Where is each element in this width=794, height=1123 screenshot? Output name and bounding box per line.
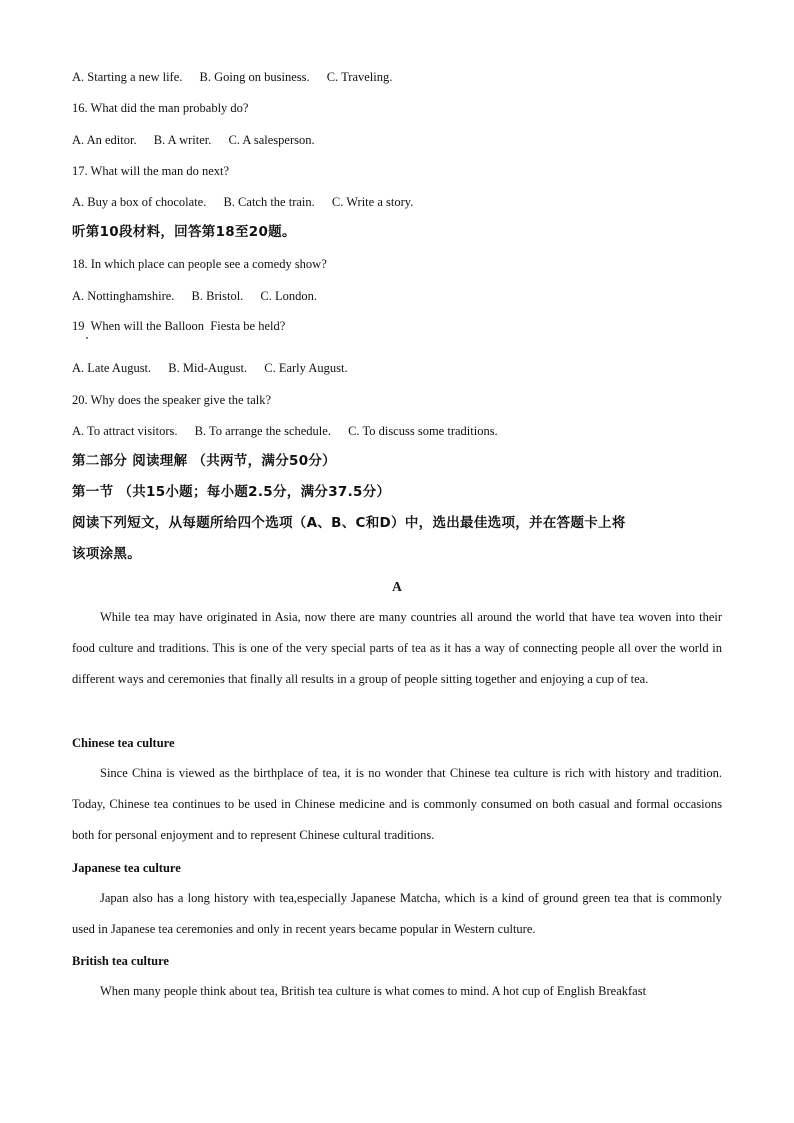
q18-option-a: A. Nottinghamshire. bbox=[72, 289, 175, 303]
passage-label: A bbox=[392, 579, 402, 594]
stray-dot bbox=[86, 337, 88, 339]
chinese-tea-text: Since China is viewed as the birthplace of tea, it is no wonder that Chinese tea culture is rich with history and tradition. Today, Chinese tea continues to be used in Chinese medicine and is commonly consumed on both casual and formal occasions both for personal enjoyment and to represent Chinese cultural traditions. bbox=[72, 766, 722, 842]
chinese-tea-heading: Chinese tea culture bbox=[72, 736, 175, 750]
q19-options bbox=[72, 360, 732, 376]
q19-option-c: C. Early August. bbox=[264, 361, 348, 375]
q18-option-b: B. Bristol. bbox=[191, 289, 244, 303]
q17-option-c: C. Write a story. bbox=[331, 195, 414, 209]
q20-option-a: A. To attract visitors. bbox=[72, 424, 178, 438]
british-tea-text: When many people think about tea, British tea culture is what comes to mind. A hot cup of English Breakfast bbox=[100, 984, 647, 998]
part2-title: 第二部分 阅读理解 （共两节，满分50分） bbox=[72, 453, 336, 469]
reading-instruction-line1: 阅读下列短文，从每题所给四个选项（A、B、C和D）中，选出最佳选项，并在答题卡上将 bbox=[72, 515, 626, 531]
passage-intro: While tea may have originated in Asia, now there are many countries all around the world that have tea woven into their food culture and traditions. This is one of the very special parts of tea as it has a way of connecting people all over the world in different ways and ceremonies that finally all results in a group of people sitting together and enjoying a cup of tea. bbox=[72, 610, 722, 686]
japanese-tea-heading: Japanese tea culture bbox=[72, 861, 181, 875]
q15-option-c: C. Traveling. bbox=[326, 70, 393, 84]
section10-instruction: 听第10段材料，回答第18至20题。 bbox=[72, 224, 296, 240]
q17-question: 17. What will the man do next? bbox=[72, 164, 230, 178]
q19-question: 19 When will the Balloon Fiesta be held? bbox=[72, 319, 286, 333]
q16-question: 16. What did the man probably do? bbox=[72, 101, 249, 115]
q20-option-c: C. To discuss some traditions. bbox=[348, 424, 498, 438]
section1-title: 第一节 （共15小题；每小题2.5分，满分37.5分） bbox=[72, 484, 391, 500]
q20-options bbox=[72, 423, 732, 439]
q16-option-c: C. A salesperson. bbox=[228, 133, 315, 147]
british-tea-heading: British tea culture bbox=[72, 954, 169, 968]
q15-option-a: A. Starting a new life. bbox=[72, 70, 183, 84]
q19-option-a: A. Late August. bbox=[72, 361, 152, 375]
q17-option-b: B. Catch the train. bbox=[223, 195, 315, 209]
q15-options bbox=[72, 69, 732, 85]
q16-option-b: B. A writer. bbox=[153, 133, 212, 147]
q17-options bbox=[72, 194, 732, 210]
q16-options bbox=[72, 132, 732, 148]
q18-options bbox=[72, 288, 732, 304]
q18-option-c: C. London. bbox=[260, 289, 318, 303]
japanese-tea-text: Japan also has a long history with tea,especially Japanese Matcha, which is a kind of ground green tea that is commonly used in Japanese tea ceremonies and only in recent years became popular in Western culture. bbox=[72, 891, 722, 936]
q20-option-b: B. To arrange the schedule. bbox=[194, 424, 331, 438]
q19-option-b: B. Mid-August. bbox=[168, 361, 248, 375]
reading-instruction-line2: 该项涂黑。 bbox=[72, 546, 141, 562]
q15-option-b: B. Going on business. bbox=[199, 70, 310, 84]
q20-question: 20. Why does the speaker give the talk? bbox=[72, 393, 272, 407]
q16-option-a: A. An editor. bbox=[72, 133, 137, 147]
q17-option-a: A. Buy a box of chocolate. bbox=[72, 195, 207, 209]
q18-question: 18. In which place can people see a comedy show? bbox=[72, 257, 327, 271]
